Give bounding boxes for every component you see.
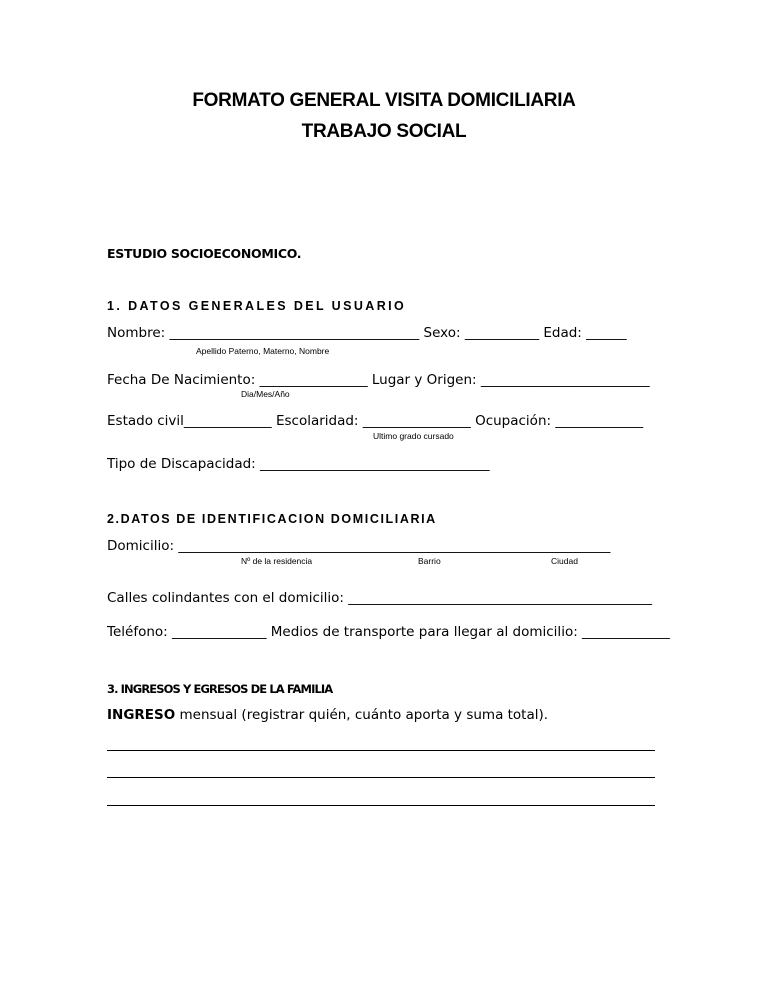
- answer-line[interactable]: [107, 805, 655, 806]
- section3-heading: 3. INGRESOS Y EGRESOS DE LA FAMILIA: [107, 682, 333, 696]
- ingreso-label: INGRESO: [107, 707, 176, 723]
- section2-heading: 2.DATOS DE IDENTIFICACION DOMICILIARIA: [107, 512, 437, 526]
- nombre-field[interactable]: Nombre: _____________________________________ Sexo: ___________ Edad: ______: [107, 325, 627, 341]
- estado-hint: Ultimo grado cursado: [373, 431, 454, 441]
- discapacidad-field[interactable]: Tipo de Discapacidad: __________________________________: [107, 456, 490, 472]
- ingreso-text: mensual (registrar quién, cuánto aporta y suma total).: [175, 707, 549, 723]
- residencia-hint: Nº de la residencia: [241, 556, 313, 566]
- calles-field[interactable]: Calles colindantes con el domicilio: _____________________________________________: [107, 590, 653, 606]
- barrio-hint: Barrio: [418, 556, 441, 566]
- document-subtitle: TRABAJO SOCIAL: [301, 121, 467, 142]
- ciudad-hint: Ciudad: [551, 556, 578, 566]
- answer-line[interactable]: [107, 777, 655, 778]
- fecha-hint: Dia/Mes/Año: [241, 389, 290, 399]
- nombre-hint: Apellido Paterno, Materno, Nombre: [196, 346, 330, 356]
- section1-heading: 1. DATOS GENERALES DEL USUARIO: [107, 299, 407, 313]
- answer-line[interactable]: [107, 750, 655, 751]
- domicilio-field[interactable]: Domicilio: ________________________________________________________________: [107, 538, 611, 554]
- document-title: FORMATO GENERAL VISITA DOMICILIARIA: [192, 90, 576, 111]
- study-heading: ESTUDIO SOCIOECONOMICO.: [107, 246, 302, 261]
- ingreso-line: [107, 707, 548, 723]
- fecha-field[interactable]: Fecha De Nacimiento: ________________ Lugar y Origen: _________________________: [107, 372, 650, 388]
- estado-field[interactable]: Estado civil_____________ Escolaridad: ________________ Ocupación: _____________: [107, 413, 644, 429]
- telefono-field[interactable]: Teléfono: ______________ Medios de transporte para llegar al domicilio: _____________: [107, 624, 670, 640]
